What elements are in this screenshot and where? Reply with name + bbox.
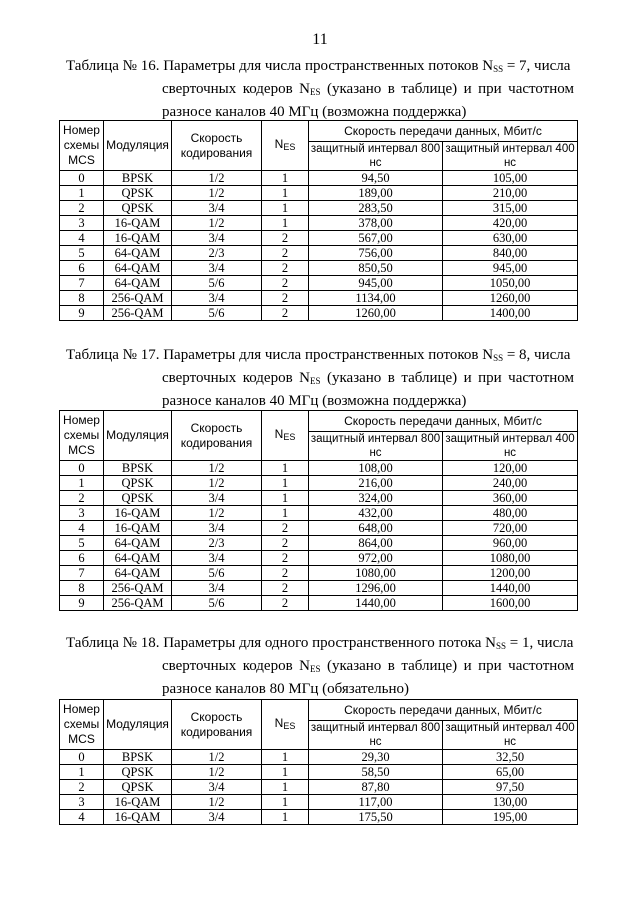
cell-speed-800: 216,00	[309, 476, 443, 491]
cell-modulation: QPSK	[104, 780, 172, 795]
cell-speed-800: 432,00	[309, 506, 443, 521]
header-speed: Скорость передачи данных, Мбит/с	[309, 700, 578, 721]
table-row	[60, 171, 578, 186]
cell-speed-800: 1440,00	[309, 596, 443, 611]
header-modulation: Модуляция	[104, 411, 172, 461]
table-16	[59, 120, 578, 321]
table-row	[60, 750, 578, 765]
header-nes	[262, 700, 309, 750]
cell-speed-800: 1134,00	[309, 291, 443, 306]
header-modulation: Модуляция	[104, 700, 172, 750]
cell-nes: 1	[262, 780, 309, 795]
cell-nes: 1	[262, 765, 309, 780]
cell-mcs: 8	[60, 291, 104, 306]
table-row	[60, 780, 578, 795]
cell-speed-400: 630,00	[443, 231, 578, 246]
caption-after-sub: = 8, числа	[503, 347, 571, 363]
header-mcs: Номер схемы MCS	[60, 411, 104, 461]
cell-mcs: 3	[60, 506, 104, 521]
cell-speed-400: 945,00	[443, 261, 578, 276]
cell-nes: 1	[262, 186, 309, 201]
header-speed: Скорость передачи данных, Мбит/с	[309, 411, 578, 432]
cell-modulation: 16-QAM	[104, 231, 172, 246]
header-gi800: защитный интервал 800 нс	[309, 142, 443, 171]
cell-nes: 1	[262, 795, 309, 810]
cell-modulation: 64-QAM	[104, 246, 172, 261]
cell-speed-400: 1200,00	[443, 566, 578, 581]
cell-mcs: 3	[60, 795, 104, 810]
cell-speed-800: 58,50	[309, 765, 443, 780]
table-row	[60, 216, 578, 231]
cell-speed-800: 94,50	[309, 171, 443, 186]
table-row	[60, 261, 578, 276]
table-row	[60, 231, 578, 246]
table-18-caption	[66, 633, 574, 699]
cell-mcs: 1	[60, 765, 104, 780]
caption-after-sub: = 7, числа	[503, 58, 571, 74]
cell-modulation: QPSK	[104, 491, 172, 506]
cell-speed-400: 480,00	[443, 506, 578, 521]
cell-speed-400: 210,00	[443, 186, 578, 201]
header-nes-sub: ES	[283, 431, 296, 442]
table-18-body	[60, 750, 578, 825]
table-row	[60, 566, 578, 581]
cell-mcs: 8	[60, 581, 104, 596]
caption-line2-a: сверточных кодеров N	[162, 81, 310, 97]
cell-nes: 2	[262, 246, 309, 261]
cell-rate: 2/3	[172, 246, 262, 261]
table-row	[60, 551, 578, 566]
table-row	[60, 291, 578, 306]
cell-nes: 2	[262, 581, 309, 596]
table-row	[60, 581, 578, 596]
cell-speed-800: 945,00	[309, 276, 443, 291]
cell-rate: 1/2	[172, 461, 262, 476]
cell-speed-400: 1260,00	[443, 291, 578, 306]
cell-speed-800: 87,80	[309, 780, 443, 795]
cell-rate: 3/4	[172, 521, 262, 536]
table-row	[60, 536, 578, 551]
cell-mcs: 6	[60, 261, 104, 276]
header-nes-sub: ES	[283, 141, 296, 152]
cell-speed-800: 864,00	[309, 536, 443, 551]
header-rate: Скорость кодирования	[172, 700, 262, 750]
header-speed: Скорость передачи данных, Мбит/с	[309, 121, 578, 142]
cell-nes: 2	[262, 276, 309, 291]
cell-speed-800: 324,00	[309, 491, 443, 506]
header-gi400: защитный интервал 400 нс	[443, 142, 578, 171]
table-row	[60, 186, 578, 201]
cell-modulation: 64-QAM	[104, 536, 172, 551]
cell-rate: 1/2	[172, 506, 262, 521]
cell-nes: 2	[262, 231, 309, 246]
caption-after-sub: = 1, числа	[506, 635, 574, 651]
table-17-body	[60, 461, 578, 611]
cell-speed-400: 32,50	[443, 750, 578, 765]
table-17-caption	[66, 345, 574, 411]
header-nes-letter: N	[274, 136, 284, 151]
cell-rate: 1/2	[172, 216, 262, 231]
cell-mcs: 1	[60, 476, 104, 491]
cell-speed-400: 840,00	[443, 246, 578, 261]
cell-nes: 1	[262, 171, 309, 186]
cell-modulation: BPSK	[104, 461, 172, 476]
caption-line2-b: (указано в таблице) и при частотном	[320, 658, 574, 674]
cell-mcs: 5	[60, 246, 104, 261]
cell-mcs: 4	[60, 810, 104, 825]
header-nes	[262, 411, 309, 461]
cell-nes: 1	[262, 476, 309, 491]
cell-speed-800: 1080,00	[309, 566, 443, 581]
cell-nes: 1	[262, 461, 309, 476]
cell-mcs: 9	[60, 596, 104, 611]
cell-speed-800: 283,50	[309, 201, 443, 216]
header-nes-sub: ES	[283, 720, 296, 731]
cell-speed-400: 120,00	[443, 461, 578, 476]
table-16-caption	[66, 56, 574, 122]
cell-speed-400: 1400,00	[443, 306, 578, 321]
caption-prefix: Таблица № 17. Параметры для числа пространственных потоков N	[66, 347, 494, 363]
cell-speed-800: 567,00	[309, 231, 443, 246]
caption-prefix: Таблица № 18. Параметры для одного пространственного потока N	[66, 635, 497, 651]
table-row	[60, 201, 578, 216]
cell-speed-400: 420,00	[443, 216, 578, 231]
table-row	[60, 276, 578, 291]
caption-line2-b: (указано в таблице) и при частотном	[320, 370, 574, 386]
cell-rate: 1/2	[172, 171, 262, 186]
cell-rate: 3/4	[172, 551, 262, 566]
cell-speed-800: 189,00	[309, 186, 443, 201]
table-row	[60, 246, 578, 261]
header-gi800: защитный интервал 800 нс	[309, 432, 443, 461]
header-nes	[262, 121, 309, 171]
table-row	[60, 506, 578, 521]
header-rate: Скорость кодирования	[172, 411, 262, 461]
cell-speed-400: 315,00	[443, 201, 578, 216]
caption-line3: разносе каналов 80 МГц (обязательно)	[162, 681, 410, 697]
cell-mcs: 4	[60, 231, 104, 246]
cell-speed-800: 756,00	[309, 246, 443, 261]
cell-speed-400: 360,00	[443, 491, 578, 506]
cell-rate: 3/4	[172, 491, 262, 506]
caption-line2-sub: ES	[309, 664, 321, 674]
cell-modulation: 256-QAM	[104, 306, 172, 321]
cell-nes: 2	[262, 596, 309, 611]
cell-rate: 3/4	[172, 581, 262, 596]
cell-mcs: 2	[60, 491, 104, 506]
cell-speed-400: 240,00	[443, 476, 578, 491]
cell-modulation: 64-QAM	[104, 276, 172, 291]
cell-modulation: 256-QAM	[104, 581, 172, 596]
cell-modulation: QPSK	[104, 186, 172, 201]
cell-rate: 2/3	[172, 536, 262, 551]
table-row	[60, 521, 578, 536]
page-number: 11	[312, 31, 328, 48]
cell-speed-400: 1050,00	[443, 276, 578, 291]
header-gi400: защитный интервал 400 нс	[443, 432, 578, 461]
cell-nes: 2	[262, 261, 309, 276]
cell-rate: 5/6	[172, 596, 262, 611]
table-row	[60, 765, 578, 780]
table-row	[60, 795, 578, 810]
caption-line2-a: сверточных кодеров N	[162, 370, 310, 386]
cell-nes: 2	[262, 551, 309, 566]
cell-speed-400: 1080,00	[443, 551, 578, 566]
caption-line3: разносе каналов 40 МГц (возможна поддержка)	[162, 104, 467, 120]
cell-modulation: 64-QAM	[104, 551, 172, 566]
cell-nes: 2	[262, 521, 309, 536]
caption-line2-sub: ES	[309, 87, 321, 97]
cell-rate: 3/4	[172, 810, 262, 825]
cell-speed-400: 195,00	[443, 810, 578, 825]
cell-speed-800: 117,00	[309, 795, 443, 810]
caption-sub: SS	[496, 641, 507, 651]
cell-modulation: BPSK	[104, 750, 172, 765]
cell-modulation: BPSK	[104, 171, 172, 186]
cell-speed-400: 105,00	[443, 171, 578, 186]
cell-modulation: 256-QAM	[104, 291, 172, 306]
cell-rate: 3/4	[172, 261, 262, 276]
cell-nes: 2	[262, 566, 309, 581]
cell-nes: 1	[262, 201, 309, 216]
cell-rate: 1/2	[172, 186, 262, 201]
cell-mcs: 3	[60, 216, 104, 231]
cell-rate: 3/4	[172, 780, 262, 795]
cell-modulation: 16-QAM	[104, 216, 172, 231]
table-17	[59, 410, 578, 611]
header-mcs: Номер схемы MCS	[60, 700, 104, 750]
cell-speed-400: 1600,00	[443, 596, 578, 611]
cell-rate: 1/2	[172, 476, 262, 491]
cell-nes: 2	[262, 536, 309, 551]
cell-rate: 3/4	[172, 291, 262, 306]
cell-nes: 2	[262, 306, 309, 321]
cell-nes: 1	[262, 216, 309, 231]
table-row	[60, 491, 578, 506]
cell-speed-800: 1296,00	[309, 581, 443, 596]
cell-mcs: 6	[60, 551, 104, 566]
table-row	[60, 461, 578, 476]
table-row	[60, 476, 578, 491]
header-modulation: Модуляция	[104, 121, 172, 171]
cell-rate: 5/6	[172, 566, 262, 581]
cell-speed-400: 65,00	[443, 765, 578, 780]
cell-rate: 5/6	[172, 276, 262, 291]
cell-speed-400: 97,50	[443, 780, 578, 795]
cell-modulation: 256-QAM	[104, 596, 172, 611]
cell-speed-800: 108,00	[309, 461, 443, 476]
cell-mcs: 5	[60, 536, 104, 551]
cell-speed-800: 648,00	[309, 521, 443, 536]
cell-modulation: 16-QAM	[104, 506, 172, 521]
cell-rate: 5/6	[172, 306, 262, 321]
cell-mcs: 0	[60, 171, 104, 186]
table-row	[60, 596, 578, 611]
table-16-body	[60, 171, 578, 321]
cell-nes: 1	[262, 750, 309, 765]
caption-prefix: Таблица № 16. Параметры для числа пространственных потоков N	[66, 58, 494, 74]
cell-nes: 1	[262, 506, 309, 521]
cell-mcs: 0	[60, 750, 104, 765]
cell-speed-800: 378,00	[309, 216, 443, 231]
cell-speed-800: 1260,00	[309, 306, 443, 321]
cell-mcs: 4	[60, 521, 104, 536]
cell-modulation: 64-QAM	[104, 261, 172, 276]
header-gi800: защитный интервал 800 нс	[309, 721, 443, 750]
cell-rate: 1/2	[172, 750, 262, 765]
caption-sub: SS	[493, 64, 504, 74]
cell-speed-400: 960,00	[443, 536, 578, 551]
caption-line2-a: сверточных кодеров N	[162, 658, 310, 674]
header-rate: Скорость кодирования	[172, 121, 262, 171]
cell-modulation: QPSK	[104, 765, 172, 780]
cell-mcs: 1	[60, 186, 104, 201]
cell-speed-800: 29,30	[309, 750, 443, 765]
cell-speed-400: 720,00	[443, 521, 578, 536]
cell-rate: 1/2	[172, 765, 262, 780]
cell-nes: 1	[262, 491, 309, 506]
cell-modulation: 64-QAM	[104, 566, 172, 581]
table-row	[60, 810, 578, 825]
header-nes-letter: N	[274, 715, 284, 730]
cell-nes: 1	[262, 810, 309, 825]
caption-line2-b: (указано в таблице) и при частотном	[320, 81, 574, 97]
header-nes-letter: N	[274, 426, 284, 441]
cell-rate: 3/4	[172, 231, 262, 246]
cell-speed-800: 972,00	[309, 551, 443, 566]
cell-modulation: 16-QAM	[104, 521, 172, 536]
cell-mcs: 7	[60, 276, 104, 291]
header-gi400: защитный интервал 400 нс	[443, 721, 578, 750]
cell-rate: 3/4	[172, 201, 262, 216]
cell-nes: 2	[262, 291, 309, 306]
cell-modulation: QPSK	[104, 476, 172, 491]
cell-mcs: 0	[60, 461, 104, 476]
cell-rate: 1/2	[172, 795, 262, 810]
cell-speed-400: 130,00	[443, 795, 578, 810]
cell-speed-800: 175,50	[309, 810, 443, 825]
table-row	[60, 306, 578, 321]
caption-line2-sub: ES	[309, 376, 321, 386]
caption-sub: SS	[493, 353, 504, 363]
cell-mcs: 2	[60, 780, 104, 795]
cell-modulation: 16-QAM	[104, 810, 172, 825]
cell-mcs: 2	[60, 201, 104, 216]
header-mcs: Номер схемы MCS	[60, 121, 104, 171]
cell-speed-400: 1440,00	[443, 581, 578, 596]
cell-mcs: 9	[60, 306, 104, 321]
cell-modulation: 16-QAM	[104, 795, 172, 810]
table-18	[59, 699, 578, 825]
cell-mcs: 7	[60, 566, 104, 581]
cell-speed-800: 850,50	[309, 261, 443, 276]
cell-modulation: QPSK	[104, 201, 172, 216]
caption-line3: разносе каналов 40 МГц (возможна поддержка)	[162, 393, 467, 409]
